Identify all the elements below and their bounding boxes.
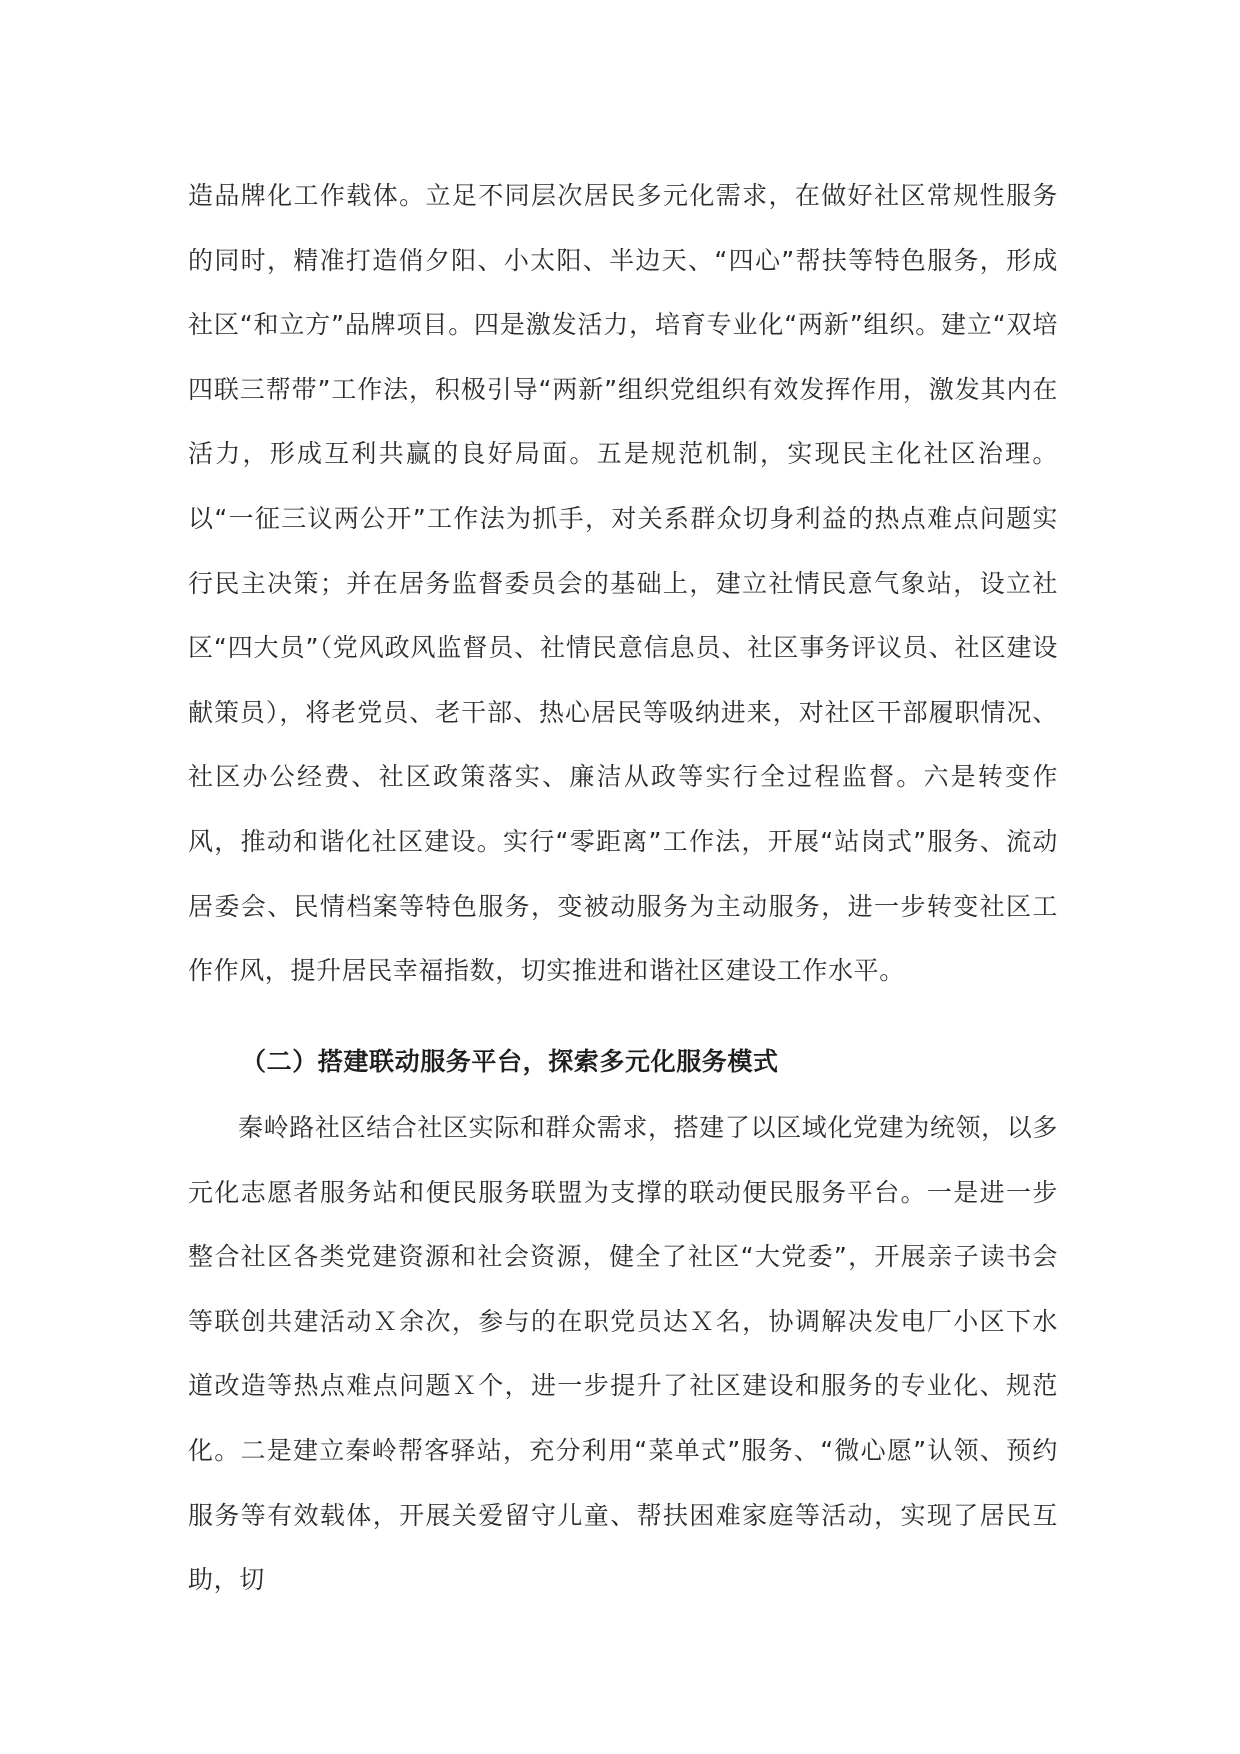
section-heading: （二）搭建联动服务平台，探索多元化服务模式 bbox=[241, 1047, 779, 1076]
paragraph: 秦岭路社区结合社区实际和群众需求，搭建了以区域化党建为统领，以多元化志愿者服务站和便民服务联盟为支撑的联动便民服务平台。一是进一步整合社区各类党建资源和社会资源，健全了社区“大党委”，开展亲子读书会等联创共建活动Ｘ余次，参与的在职党员达Ｘ名，协调解决发电厂小区下水道改造等热点难点问题Ｘ个，进一步提升了社区建设和服务的专业化、规范化。二是建立秦岭帮客驿站，充分利用“菜单式”服务、“微心愿”认领、预约服务等有效载体，开展关爱留守儿童、帮扶困难家庭等活动，实现了居民互助，切 bbox=[188, 1113, 1058, 1595]
paragraph-continuation: 造品牌化工作载体。立足不同层次居民多元化需求，在做好社区常规性服务的同时，精准打造俏夕阳、小太阳、半边天、“四心”帮扶等特色服务，形成社区“和立方”品牌项目。四是激发活力，培育专业化“两新”组织。建立“双培四联三帮带”工作法，积极引导“两新”组织党组织有效发挥作用，激发其内在活力，形成互利共赢的良好局面。五是规范机制，实现民主化社区治理。以“一征三议两公开”工作法为抓手，对关系群众切身利益的热点难点问题实行民主决策；并在居务监督委员会的基础上，建立社情民意气象站，设立社区“四大员”（党风政风监督员、社情民意信息员、社区事务评议员、社区建设献策员），将老党员、老干部、热心居民等吸纳进来，对社区干部履职情况、社区办公经费、社区政策落实、廉洁从政等实行全过程监督。六是转变作风，推动和谐化社区建设。实行“零距离”工作法，开展“站岗式”服务、流动居委会、民情档案等特色服务，变被动服务为主动服务，进一步转变社区工作作风，提升居民幸福指数，切实推进和谐社区建设工作水平。 bbox=[188, 181, 1058, 986]
body-text-block bbox=[188, 164, 1058, 1004]
body-text-block bbox=[188, 1096, 1058, 1613]
